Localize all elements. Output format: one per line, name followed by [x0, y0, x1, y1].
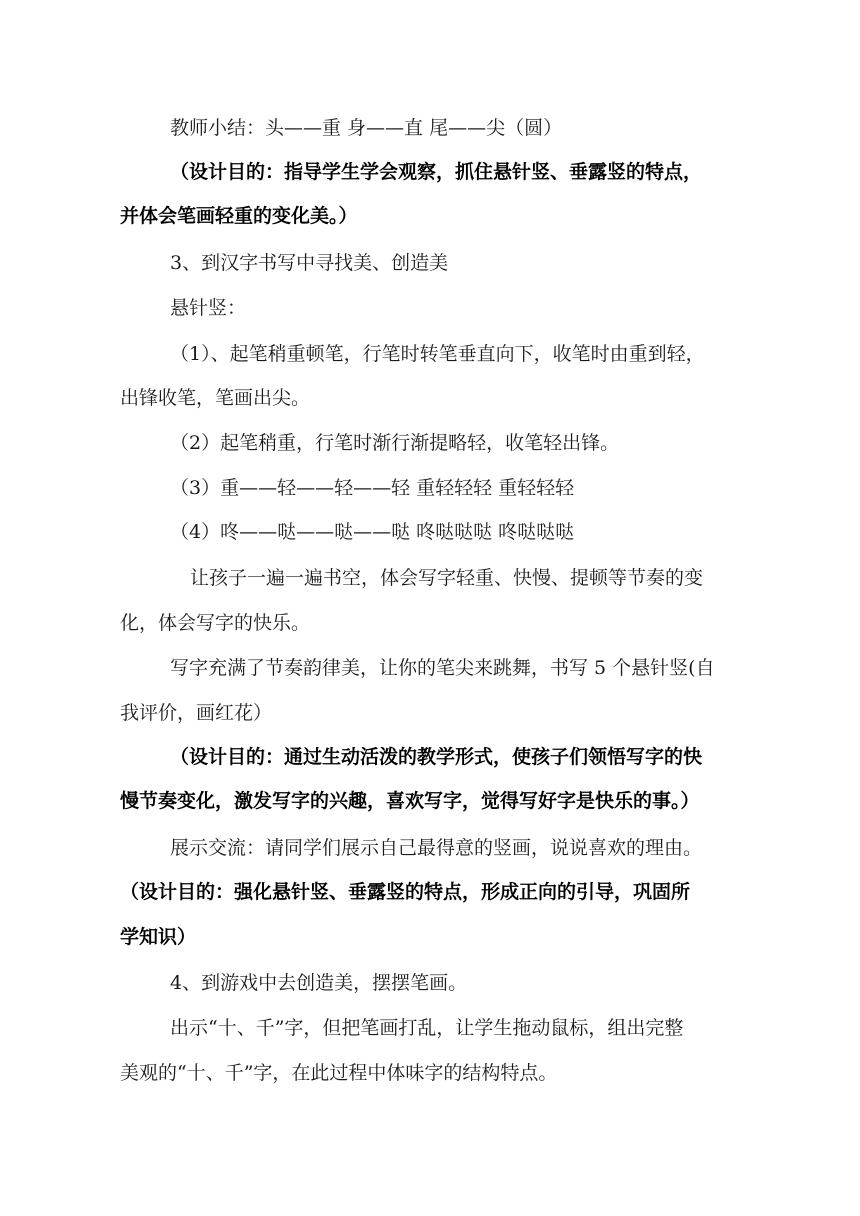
game-paragraph-line-1: 出示“十、千”字，但把笔画打乱，让学生拖动鼠标，组出完整: [170, 1017, 684, 1039]
step-1-line-1: （1）、起笔稍重顿笔，行笔时转笔垂直向下，收笔时由重到轻，: [170, 343, 705, 365]
rhythm-paragraph-line-1: 写字充满了节奏韵律美，让你的笔尖来跳舞，书写 5 个悬针竖(自: [170, 657, 715, 679]
step-1-line-2: 出锋收笔，笔画出尖。: [120, 387, 311, 409]
teacher-summary-line: 教师小结：头——重 身——直 尾——尖（圆）: [170, 117, 563, 139]
section-4-heading: 4、到游戏中去创造美，摆摆笔画。: [170, 972, 468, 994]
display-exchange-line: 展示交流：请同学们展示自己最得意的竖画，说说喜欢的理由。: [170, 837, 703, 859]
design-purpose-1-line-1: （设计目的：指导学生学会观察，抓住悬针竖、垂露竖的特点，: [170, 161, 703, 183]
design-purpose-3-line-1: （设计目的：强化悬针竖、垂露竖的特点，形成正向的引导，巩固所: [120, 881, 691, 903]
design-purpose-3-line-2: 学知识）: [120, 926, 197, 948]
design-purpose-2-line-2: 慢节奏变化，激发写字的兴趣，喜欢写字，觉得写好字是快乐的事。）: [120, 790, 700, 812]
section-3-heading: 3、到汉字书写中寻找美、创造美: [170, 252, 449, 274]
step-4-line: （4）咚——哒——哒——哒 咚哒哒哒 咚哒哒哒: [170, 521, 575, 543]
shukong-paragraph-line-2: 化，体会写字的快乐。: [120, 612, 311, 634]
design-purpose-2-line-1: （设计目的：通过生动活泼的教学形式，使孩子们领悟写字的快: [170, 746, 703, 768]
rhythm-paragraph-line-2: 我评价，画红花）: [120, 702, 273, 724]
step-3-line: （3）重——轻——轻——轻 重轻轻轻 重轻轻轻: [170, 477, 575, 499]
game-paragraph-line-2: 美观的“十、千”字，在此过程中体味字的结构特点。: [120, 1062, 558, 1084]
design-purpose-1-line-2: 并体会笔画轻重的变化美。）: [120, 205, 358, 227]
xuanzhenshu-label: 悬针竖：: [170, 297, 247, 319]
shukong-paragraph-line-1: 让孩子一遍一遍书空，体会写字轻重、快慢、提顿等节奏的变: [190, 567, 704, 589]
step-2-line: （2）起笔稍重，行笔时渐行渐提略轻，收笔轻出锋。: [170, 432, 620, 454]
